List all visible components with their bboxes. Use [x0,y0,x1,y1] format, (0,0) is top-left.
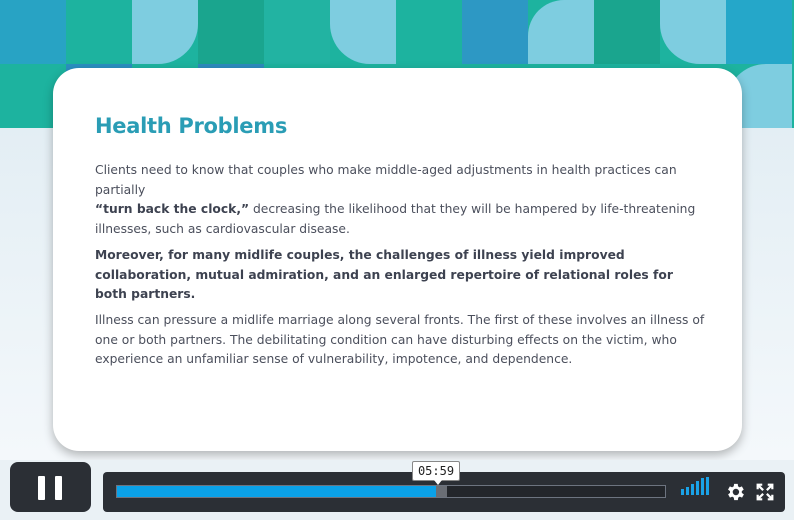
progress-fill [117,486,436,497]
seek-bar[interactable] [116,485,666,498]
paragraph-3: Illness can pressure a midlife marriage along several fronts. The first of these involves an illness of one or both partners. The debilitating condition can have disturbing effects on the victim, who experience an unfamiliar sense of vulnerability, impotence, and dependence. [95,313,705,367]
volume-button[interactable] [681,481,713,503]
paragraph-2: Moreover, for many midlife couples, the challenges of illness yield improved collaboration, mutual admiration, and an enlarged repertoire of relational roles for both partners. [95,248,673,302]
slide-title: Health Problems [95,114,288,138]
gear-icon [724,481,746,503]
paragraph-1 [95,161,707,239]
fullscreen-button[interactable] [754,481,776,503]
paragraph-1-emphasis: “turn back the clock,” [95,202,250,217]
player-bar [0,460,794,520]
pause-button[interactable] [10,462,91,512]
fullscreen-icon [754,481,776,503]
content-card [53,68,742,451]
paragraph-1-rest: decreasing the likelihood that they will be hampered by life-threatening illnesses, such as cardiovascular disease. [95,202,696,236]
paragraph-1-intro: Clients need to know that couples who make middle-aged adjustments in health practices can partially [95,163,677,197]
seek-time-tooltip: 05:59 [412,461,460,481]
settings-button[interactable] [724,481,746,503]
